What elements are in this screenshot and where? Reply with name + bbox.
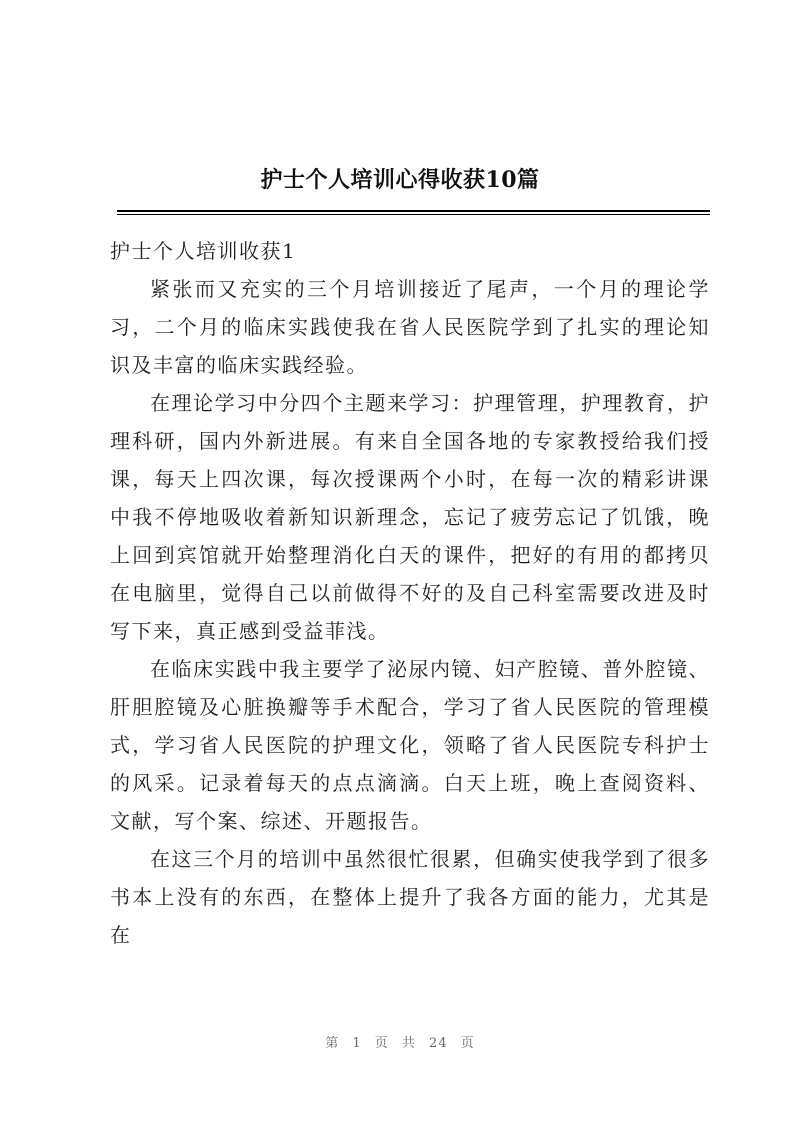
document-title: 护士个人培训心得收获10篇 [260, 167, 540, 193]
body-paragraph-2: 在理论学习中分四个主题来学习：护理管理，护理教育，护理科研，国内外新进展。有来自全国各地的专家教授给我们授课，每天上四次课，每次授课两个小时，在每一次的精彩讲课中我不停地吸收着新知识新理念，忘记了疲劳忘记了饥饿，晚上回到宾馆就开始整理消化白天的课件，把好的有用的都拷贝在电脑里，觉得自己以前做得不好的及自己科室需要改进及时写下来，真正感到受益菲浅。 [110, 391, 710, 643]
body-paragraph-1: 紧张而又充实的三个月培训接近了尾声，一个月的理论学习，二个月的临床实践使我在省人民医院学到了扎实的理论知识及丰富的临床实践经验。 [110, 277, 710, 377]
title-rule-thin [117, 214, 710, 215]
body-paragraph-4: 在这三个月的培训中虽然很忙很累，但确实使我学到了很多书本上没有的东西，在整体上提升了我各方面的能力，尤其是在 [110, 847, 710, 947]
document-body [110, 232, 710, 954]
page-number-footer: 第 1 页 共 24 页 [325, 1036, 475, 1051]
body-paragraph-3: 在临床实践中我主要学了泌尿内镜、妇产腔镜、普外腔镜、肝胆腔镜及心脏换瓣等手术配合，学习了省人民医院的管理模式，学习省人民医院的护理文化，领略了省人民医院专科护士的风采。记录着每天的点点滴滴。白天上班，晚上查阅资料、文献，写个案、综述、开题报告。 [110, 657, 710, 833]
section-heading: 护士个人培训收获1 [110, 239, 297, 263]
title-rule-thick [117, 210, 710, 212]
